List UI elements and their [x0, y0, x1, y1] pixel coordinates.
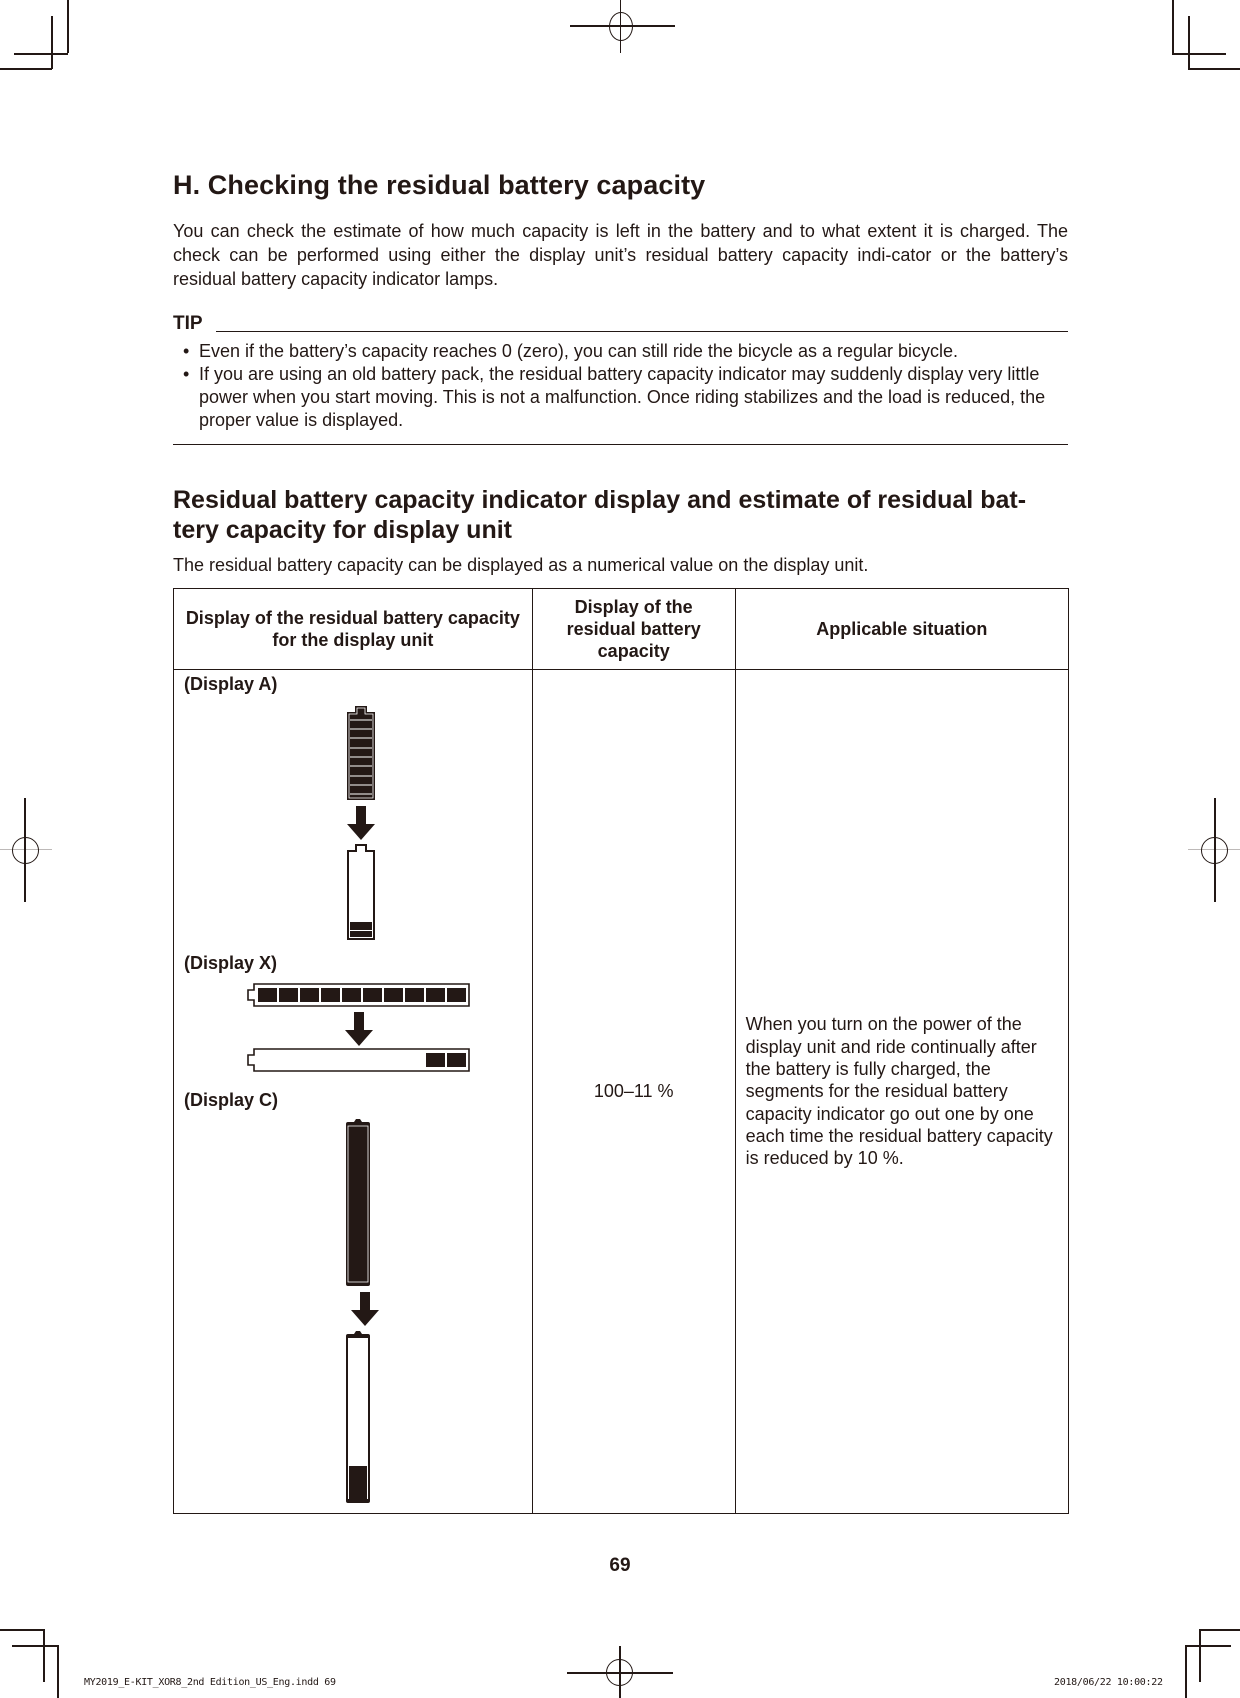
tip-heading: TIP	[173, 313, 203, 334]
tip-item	[183, 363, 1068, 432]
display-a-label: (Display A)	[184, 674, 278, 694]
section-title: H. Checking the residual battery capacity	[173, 170, 706, 200]
header-display-unit: Display of the residual battery capacity for the display unit	[174, 589, 533, 670]
table-header-row	[174, 589, 1069, 670]
table-row	[174, 670, 1069, 1514]
display-c-label: (Display C)	[184, 1090, 279, 1110]
battery-segmented-vertical-low-icon	[344, 842, 378, 942]
page-number: 69	[609, 1555, 631, 1576]
arrow-down-icon	[347, 806, 375, 842]
tip-item-text: Even if the battery’s capacity reaches 0 (zero), you can still ride the bicycle as a regular bicycle.	[199, 341, 959, 361]
battery-bar-vertical-icon	[344, 1118, 372, 1288]
battery-bar-vertical-low-icon	[344, 1330, 372, 1505]
tip-item	[183, 340, 1068, 363]
subsection-title: Residual battery capacity indicator display and estimate of residual bat-tery capacity for display unit	[173, 486, 1027, 544]
battery-segmented-vertical-icon	[344, 704, 378, 802]
tip-top-rule	[216, 331, 1068, 332]
battery-segmented-horizontal-low-icon	[246, 1048, 470, 1072]
section-intro: You can check the estimate of how much capacity is left in the battery and to what extent it is charged. The check can be performed using either the display unit’s residual battery capacity indi-cator or the battery’s residual battery capacity indicator lamps.	[173, 221, 1068, 289]
tip-list	[183, 340, 1068, 432]
tip-bottom-rule	[173, 444, 1068, 445]
arrow-down-icon	[345, 1012, 373, 1048]
arrow-down-icon	[351, 1292, 379, 1328]
battery-segmented-horizontal-icon	[246, 983, 470, 1007]
tip-item-text: If you are using an old battery pack, the residual battery capacity indicator may suddenly display very little power when you start moving. This is not a malfunction. Once riding stabilizes and the load is reduced, the proper value is displayed.	[199, 364, 1046, 430]
print-slug-date: 2018/06/22 10:00:22	[1054, 1677, 1163, 1688]
bullet-icon: •	[183, 364, 190, 384]
applicable-situation: When you turn on the power of the display unit and ride continually after the battery is fully charged, the segments for the residual battery capacity indicator go out one by one each time the residual battery capacity is reduced by 10 %.	[735, 670, 1068, 1514]
header-capacity: Display of the residual battery capacity	[532, 589, 735, 670]
display-visuals-cell	[174, 670, 533, 1514]
display-x-label: (Display X)	[184, 953, 278, 973]
subsection-description: The residual battery capacity can be displayed as a numerical value on the display unit.	[173, 555, 869, 575]
header-situation: Applicable situation	[735, 589, 1068, 670]
bullet-icon: •	[183, 341, 190, 361]
print-slug-file: MY2019_E-KIT_XOR8_2nd Edition_US_Eng.indd 69	[84, 1677, 336, 1688]
battery-display-table	[173, 588, 1069, 1514]
capacity-value: 100–11 %	[532, 670, 735, 1514]
